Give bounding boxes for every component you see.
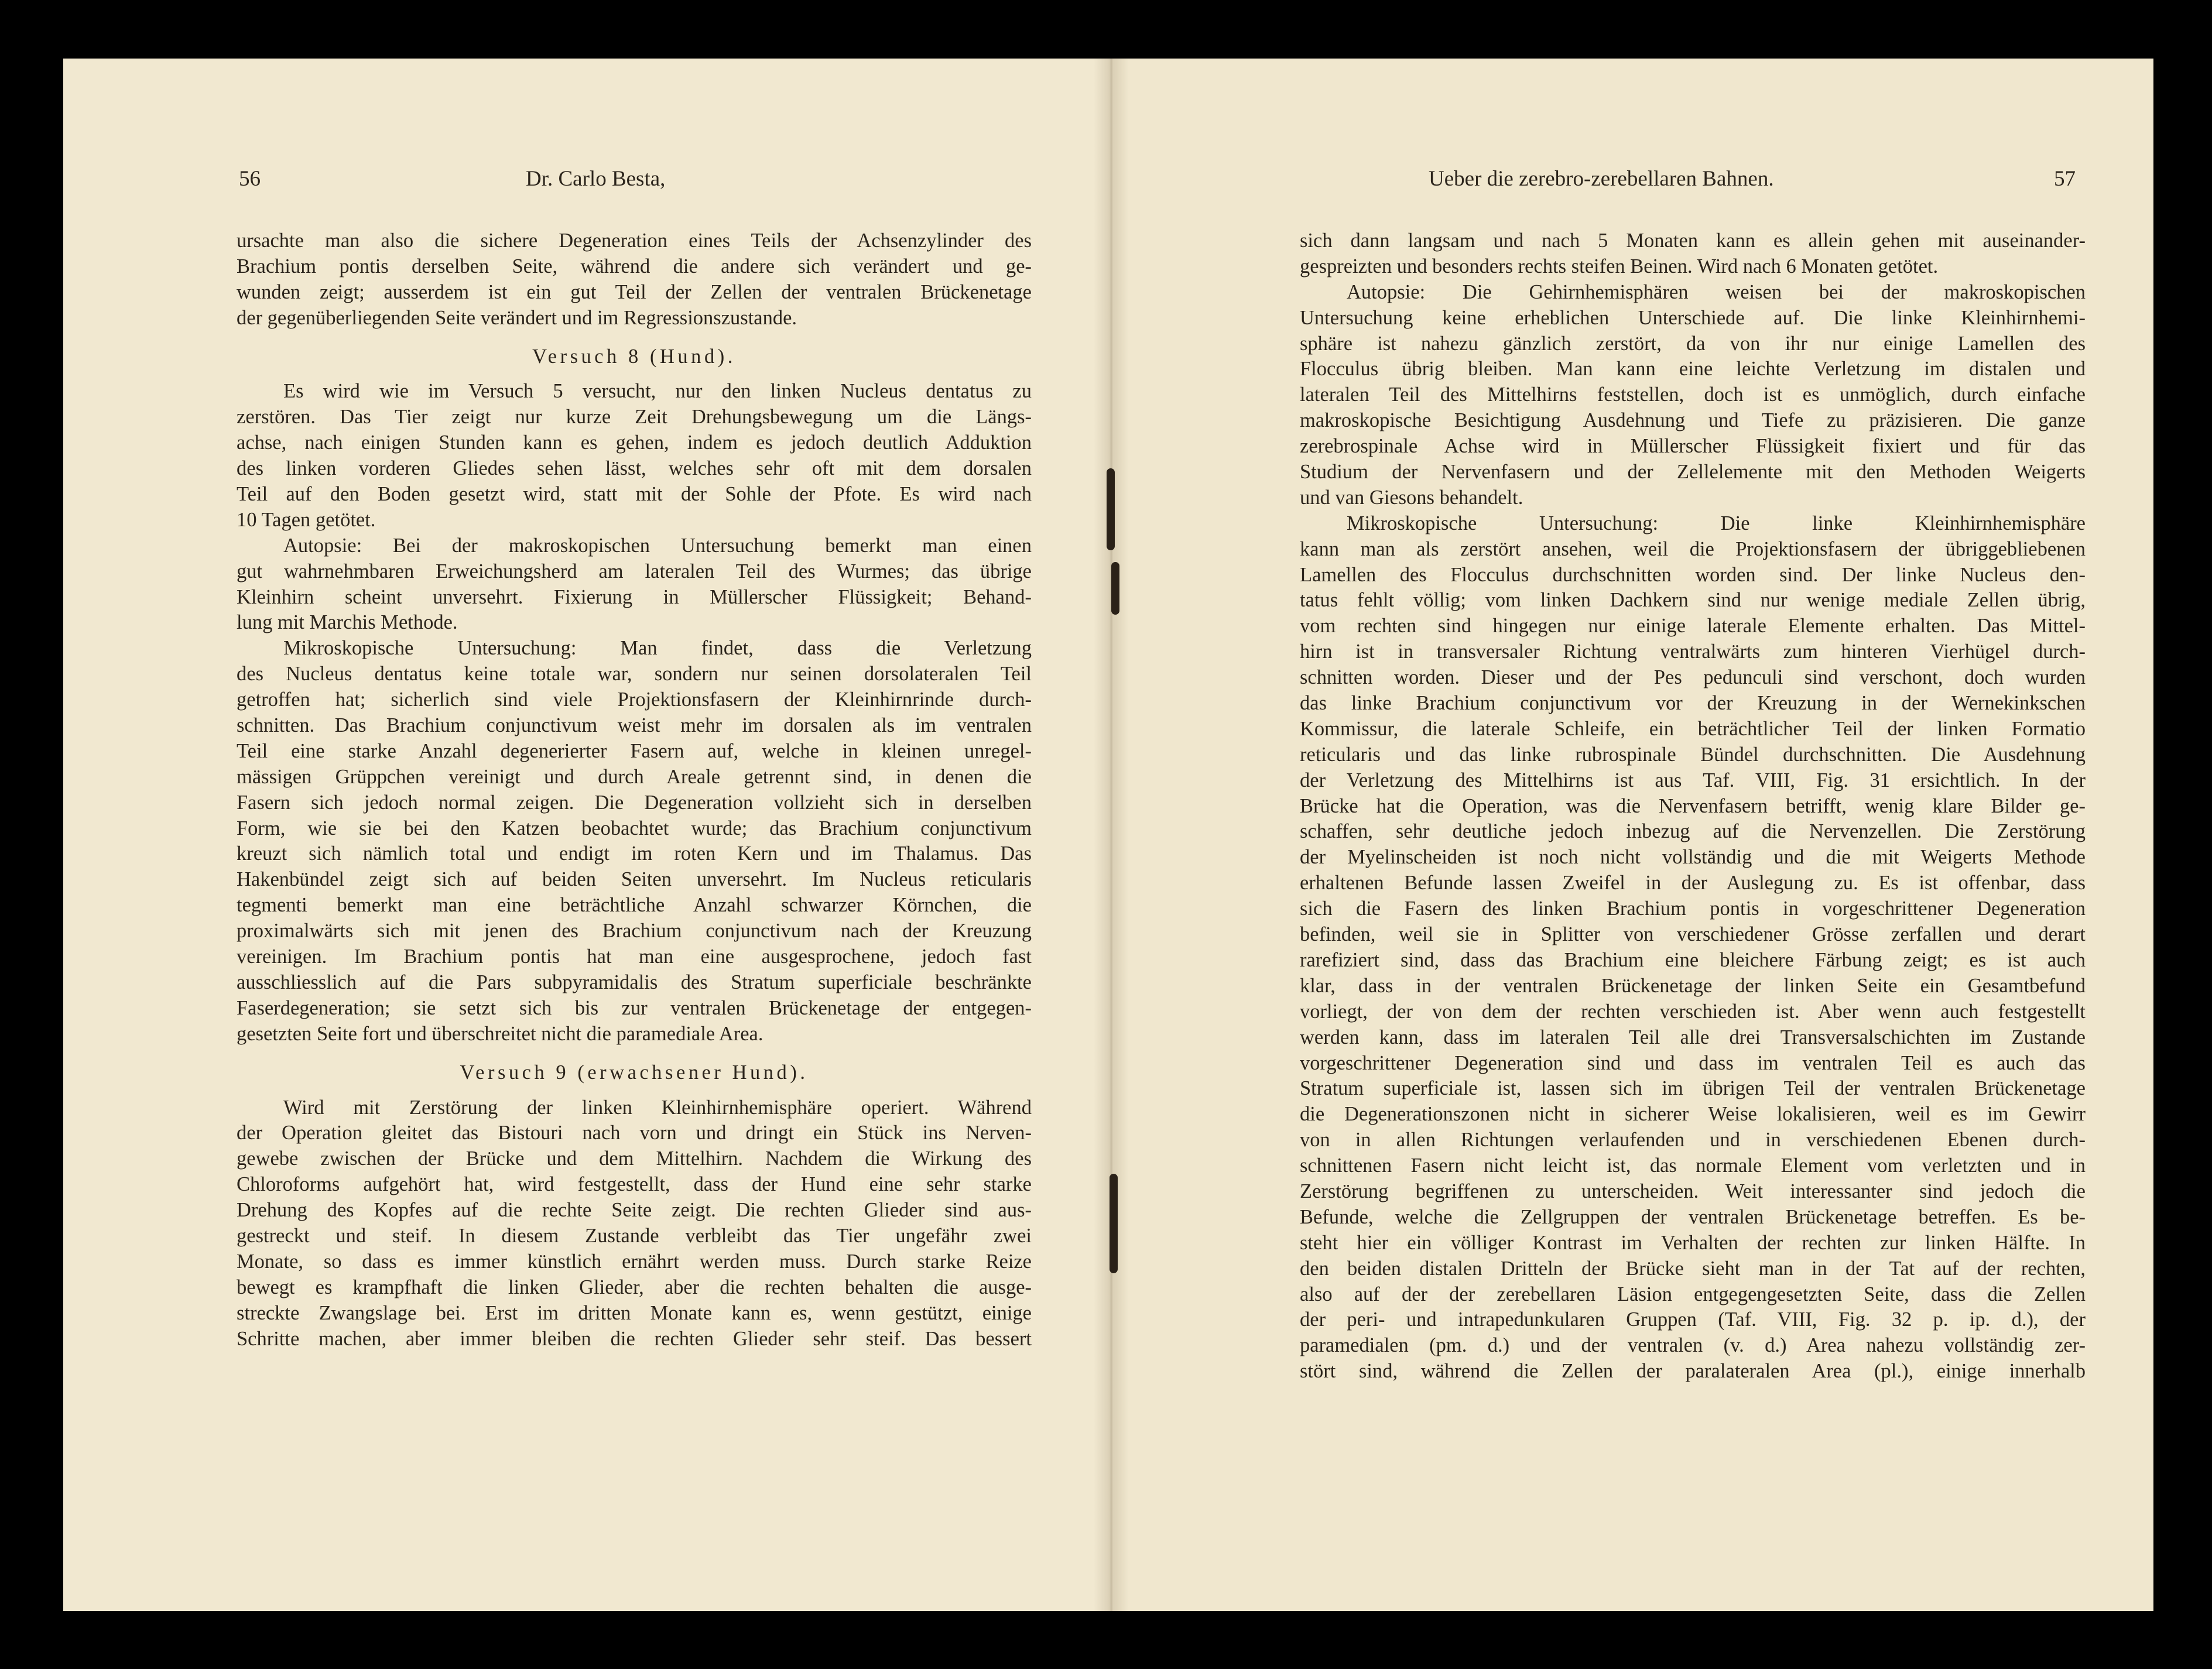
text-line: mässigen Grüppchen vereinigt und durch Areale getrennt sind, in denen die [237,765,1032,788]
binding-thread-bottom [1110,1174,1118,1273]
text-line: erhaltenen Befunde lassen Zweifel in der Auslegung zu. Es ist offenbar, dass [1300,872,2086,895]
text-line: getroffen hat; sicherlich sind viele Projektionsfasern der Kleinhirnrinde durch- [237,688,1032,711]
text-line: achse, nach einigen Stunden kann es gehen, indem es jedoch deutlich Adduktion [237,431,1032,454]
right-running-header: Ueber die zerebro-zerebellaren Bahnen. [1429,167,1774,191]
left-body-text [237,228,1032,1352]
text-line: den beiden distalen Dritteln der Brücke sieht man in der Tat auf der rechten, [1300,1257,2086,1280]
right-body-text [1300,228,2086,1384]
text-line: lung mit Marchis Methode. [237,611,458,634]
text-line: schaffen, sehr deutliche jedoch inbezug auf die Nervenzellen. Die Zerstörung [1300,820,2086,843]
text-line: Studium der Nervenfasern und der Zellelemente mit den Methoden Weigerts [1300,461,2086,484]
left-page-number: 56 [239,167,261,191]
text-line: Wird mit Zerstörung der linken Kleinhirnhemisphäre operiert. Während [283,1096,1032,1119]
text-line: tegmenti bemerkt man eine beträchtliche Anzahl schwarzer Körnchen, die [237,894,1032,917]
text-line: Kleinhirn scheint unversehrt. Fixierung in Müllerscher Flüssigkeit; Behand- [237,585,1032,608]
text-line: des Nucleus dentatus keine totale war, sondern nur seinen dorsolateralen Teil [237,663,1032,686]
text-line: paramedialen (pm. d.) und der ventralen (v. d.) Area nahezu vollständig zer- [1300,1334,2086,1357]
text-line: der Verletzung des Mittelhirns ist aus Taf. VIII, Fig. 31 ersichtlich. In der [1300,769,2086,791]
binding-thread-middle [1111,562,1119,615]
text-line: Mikroskopische Untersuchung: Die linke Kleinhirnhemisphäre [1347,512,2086,534]
text-line: bewegt es krampfhaft die linken Glieder, aber die rechten behalten die ausge- [237,1276,1032,1298]
text-line: der peri- und intrapedunkularen Gruppen (Taf. VIII, Fig. 32 p. ip. d.), der [1300,1308,2086,1331]
text-line: Lamellen des Flocculus durchschnitten worden sind. Der linke Nucleus den- [1300,563,2086,586]
text-line: Faserdegeneration; sie setzt sich bis zur ventralen Brückenetage der entgegen- [237,996,1032,1019]
text-line: reticularis und das linke rubrospinale Bündel durchschnitten. Die Ausdehnung [1300,743,2086,766]
text-line: Form, wie sie bei den Katzen beobachtet wurde; das Brachium conjunctivum [237,817,1032,839]
text-line: streckte Zwangslage bei. Erst im dritten Monate kann es, wenn gestützt, einige [237,1301,1032,1324]
text-line: sich dann langsam und nach 5 Monaten kann es allein gehen mit auseinander- [1300,229,2086,252]
text-line: Fasern sich jedoch normal zeigen. Die Degeneration vollzieht sich in derselben [237,791,1032,814]
text-line: der Operation gleitet das Bistouri nach vorn und dringt ein Stück ins Nerven- [237,1122,1032,1144]
text-line: Brachium pontis derselben Seite, während die andere sich verändert und ge- [237,255,1032,277]
text-line: und van Giesons behandelt. [1300,486,1523,509]
text-line: hirn ist in transversaler Richtung ventralwärts zum hinteren Vierhügel durch- [1300,640,2086,663]
text-line: Teil eine starke Anzahl degenerierter Fasern auf, welche in kleinen unregel- [237,739,1032,762]
section-heading: Versuch 9 (erwachsener Hund). [460,1061,809,1084]
binding-thread-top [1107,468,1115,550]
text-line: Brücke hat die Operation, was die Nervenfasern betrifft, wenig klare Bilder ge- [1300,794,2086,817]
book-spread [63,59,2153,1611]
text-line: des linken vorderen Gliedes sehen lässt, welches sehr oft mit dem dorsalen [237,457,1032,480]
text-line: wunden zeigt; ausserdem ist ein gut Teil der Zellen der ventralen Brückenetage [237,280,1032,303]
text-line: der gegenüberliegenden Seite verändert und im Regressionszustande. [237,306,797,329]
text-line: vorliegt, der von dem der rechten verschieden ist. Aber wenn auch festgestellt [1300,1000,2086,1023]
text-line: makroskopische Besichtigung Ausdehnung und Tiefe zu präzisieren. Die ganze [1300,409,2086,432]
text-line: schnitten worden. Dieser und der Pes pedunculi sind verschont, doch wurden [1300,666,2086,689]
text-line: die Degenerationszonen nicht in sicherer Weise lokalisieren, weil es im Gewirr [1300,1103,2086,1126]
text-line: tatus fehlt völlig; vom linken Dachkern sind nur wenige mediale Zellen übrig, [1300,589,2086,612]
text-line: zerebrospinale Achse wird in Müllerscher Flüssigkeit fixiert und für das [1300,435,2086,458]
text-line: also auf der der zerebellaren Läsion entgegengesetzten Seite, dass die Zellen [1300,1283,2086,1305]
text-line: rarefiziert sind, dass das Brachium eine bleichere Färbung zeigt; es ist auch [1300,948,2086,971]
text-line: 10 Tagen getötet. [237,508,376,531]
text-line: das linke Brachium conjunctivum vor der Kreuzung in der Wernekinkschen [1300,692,2086,715]
text-line: vom rechten sind hingegen nur einige laterale Elemente erhalten. Das Mittel- [1300,615,2086,638]
text-line: gestreckt und steif. In diesem Zustande verbleibt das Tier ungefähr zwei [237,1224,1032,1247]
right-page-number: 57 [2054,167,2076,191]
text-line: Befunde, welche die Zellgruppen der ventralen Brückenetage betreffen. Es be- [1300,1205,2086,1228]
text-line: Schritte machen, aber immer bleiben die rechten Glieder sehr steif. Das bessert [237,1327,1032,1350]
text-line: steht hier ein völliger Kontrast im Verhalten der rechten zur linken Hälfte. In [1300,1231,2086,1254]
text-line: ausschliesslich auf die Pars subpyramidalis des Stratum superficiale beschränkte [237,971,1032,993]
text-line: von in allen Richtungen verlaufenden und in verschiedenen Ebenen durch- [1300,1129,2086,1151]
text-line: vereinigen. Im Brachium pontis hat man eine ausgesprochene, jedoch fast [237,945,1032,968]
text-line: sphäre ist nahezu gänzlich zerstört, da von ihr nur einige Lamellen des [1300,332,2086,355]
text-line: schnitten. Das Brachium conjunctivum weist mehr im dorsalen als im ventralen [237,714,1032,737]
text-line: Drehung des Kopfes auf die rechte Seite zeigt. Die rechten Glieder sind aus- [237,1199,1032,1222]
text-line: ursachte man also die sichere Degeneration eines Teils der Achsenzylinder des [237,229,1032,252]
text-line: stört sind, während die Zellen der paralateralen Area (pl.), einige innerhalb [1300,1360,2086,1383]
text-line: der Myelinscheiden ist noch nicht vollständig und die mit Weigerts Methode [1300,846,2086,869]
text-line: sich die Fasern des linken Brachium pontis in vorgeschrittener Degeneration [1300,897,2086,920]
text-line: kreuzt sich nämlich total und endigt im roten Kern und im Thalamus. Das [237,842,1032,865]
text-line: Hakenbündel zeigt sich auf beiden Seiten unversehrt. Im Nucleus reticularis [237,868,1032,891]
book-gutter [1094,59,1129,1611]
text-line: gespreizten und besonders rechts steifen Beinen. Wird nach 6 Monaten getötet. [1300,255,1939,277]
text-line: Autopsie: Bei der makroskopischen Untersuchung bemerkt man einen [283,534,1032,557]
text-line: proximalwärts sich mit jenen des Brachium conjunctivum nach der Kreuzung [237,920,1032,943]
text-line: vorgeschrittener Degeneration sind und dass im ventralen Teil es auch das [1300,1051,2086,1074]
text-line: Zerstörung begriffenen zu unterscheiden. Weit interessanter sind jedoch die [1300,1180,2086,1202]
text-line: klar, dass in der ventralen Brückenetage der linken Seite ein Gesamtbefund [1300,974,2086,997]
text-line: Kommissur, die laterale Schleife, ein beträchtlicher Teil der linken Formatio [1300,717,2086,740]
text-line: Untersuchung keine erheblichen Unterschiede auf. Die linke Kleinhirnhemi- [1300,306,2086,329]
text-line: gesetzten Seite fort und überschreitet nicht die paramediale Area. [237,1022,763,1045]
section-heading: Versuch 8 (Hund). [532,345,736,368]
text-line: befinden, weil sie in Splitter von verschiedener Grösse zerfallen und derart [1300,923,2086,946]
text-line: Stratum superficiale ist, lassen sich im übrigen Teil der ventralen Brückenetage [1300,1077,2086,1100]
text-line: Mikroskopische Untersuchung: Man findet, dass die Verletzung [283,637,1032,660]
text-line: Es wird wie im Versuch 5 versucht, nur den linken Nucleus dentatus zu [283,380,1032,403]
left-running-header: Dr. Carlo Besta, [526,167,666,191]
text-line: Monate, so dass es immer künstlich ernährt werden muss. Durch starke Reize [237,1250,1032,1273]
text-line: zerstören. Das Tier zeigt nur kurze Zeit Drehungsbewegung um die Längs- [237,406,1032,429]
text-line: Chloroforms aufgehört hat, wird festgestellt, dass der Hund eine sehr starke [237,1173,1032,1196]
text-line: gut wahrnehmbaren Erweichungsherd am lateralen Teil des Wurmes; das übrige [237,560,1032,582]
text-line: Autopsie: Die Gehirnhemisphären weisen bei der makroskopischen [1347,280,2086,303]
text-line: schnittenen Fasern nicht leicht ist, das normale Element vom verletzten und in [1300,1154,2086,1177]
text-line: Flocculus übrig bleiben. Man kann eine leichte Verletzung im distalen und [1300,358,2086,381]
text-line: Teil auf den Boden gesetzt wird, statt mit der Sohle der Pfote. Es wird nach [237,483,1032,506]
text-line: werden kann, dass im lateralen Teil alle drei Transversalschichten im Zustande [1300,1026,2086,1048]
text-line: gewebe zwischen der Brücke und dem Mittelhirn. Nachdem die Wirkung des [237,1147,1032,1170]
text-line: kann man als zerstört ansehen, weil die Projektionsfasern der übriggebliebenen [1300,537,2086,560]
text-line: lateralen Teil des Mittelhirns feststellen, doch ist es unmöglich, durch einfache [1300,383,2086,406]
